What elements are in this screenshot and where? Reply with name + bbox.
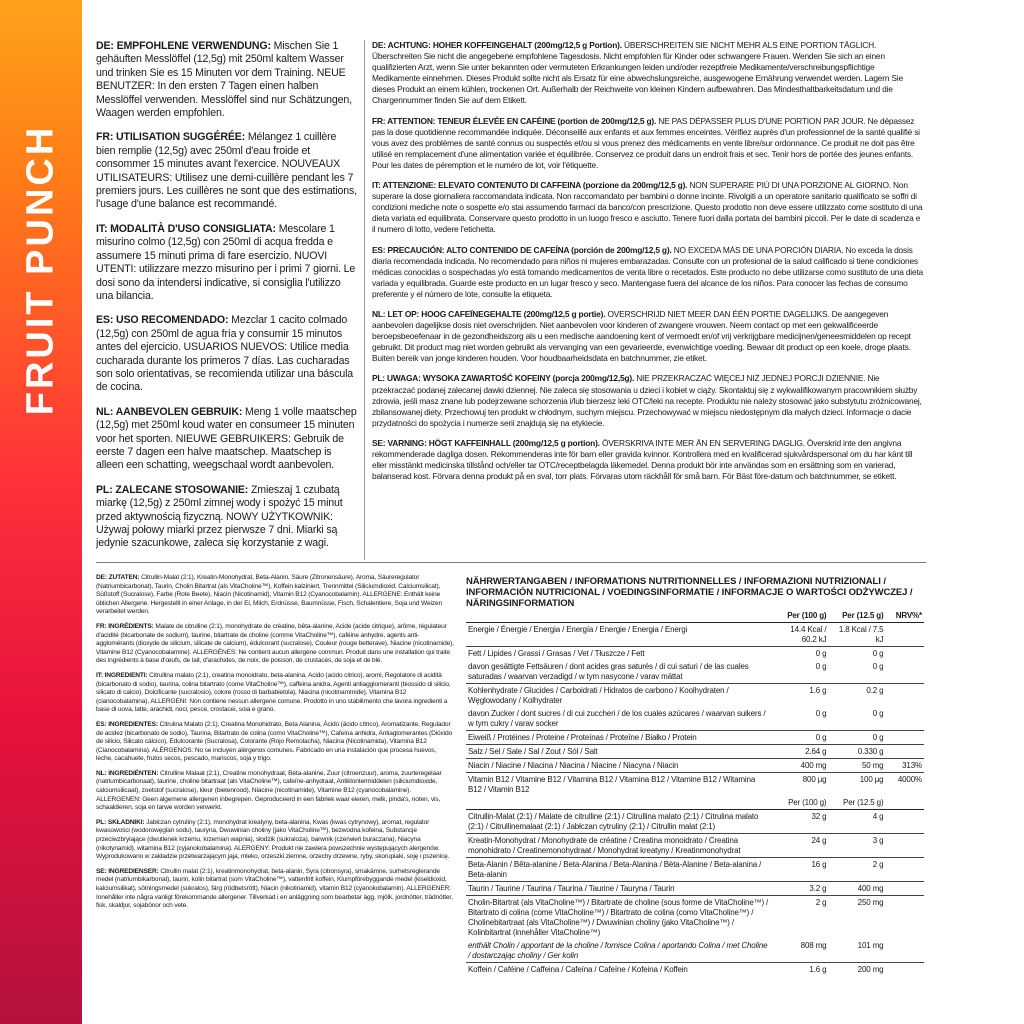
table-row: Citrullin-Malat (2:1) / Malate de citrulline (2:1) / Citrullina malato (2:1) / Citrulina malato (2:1) / Citrullinemalaat (2:1) / Jabłczan cytruliny (2:1) / Citrullin malat (2:1) 32 g 4 g — [466, 810, 924, 834]
table-row: Vitamin B12 / Vitamine B12 / Vitamina B12 / Vitamina B12 / Vitamine B12 / Witamina B12 / Vitamin B12 800 µg 100 µg 4000% — [466, 773, 924, 797]
ingredients-fr: FR: INGRÉDIENTS: Malate de citrulline (2:1), monohydrate de créatine, bêta-alanine, Acide (acide citrique), arôme, régulateur d'acidité (bicarbonate de sodium), taurine, bitartrate de choline (comme VitaCholine™), caféine anhydre, agents anti-agglomérants (dioxyde de silicium, silicate de calcium), édulcorant (sucralose), Couleur (rouge betterave), Niacine (nicotinamide), Vitamine B12 (Cyanocobalamine). ALLERGÈNES: Ne contient aucun allergène commun. Produit dans une installation qui traite des ingrédients à base d'œufs, de lait, d'arachides, de noix, de poisson, de crustacés, de soja et de blé. — [96, 622, 454, 665]
flavor-color-band — [0, 0, 82, 1024]
table-row: davon Zucker / dont sucres / di cui zuccheri / de los cuales azúcares / waarvan suikers / w tym cukry / varav socker 0 g 0 g — [468, 708, 884, 728]
ingredients-nl: NL: INGREDIËNTEN: Citrulline Malaat (2:1), Creatine monohydraat, Bèta-alanine, Zuur (citroenzuur), aroma, zuurteregelaar (natriumbicarbonaat), taurine, choline bitartraat (als VitaCholine™), cafeïne-anhydraat, Antiklontermiddelen (siliciumdioxide, calciumsilicaat), zoetstof (sucralose), kleur (bietenrood), Niacine (nicotinamide), Vitamine B12 (cyanocobalamine). ALLERGENEN: Geen algemene allergenen inbegrepen. Geproduceerd in een fabriek waar eieren, melk, pinda's, noten, vis, schaaldieren, soja en tarwe worden verwerkt. — [96, 769, 442, 812]
warning-se: SE: VARNING: HÖGT KAFFEINHALL (200mg/12,5 g portion). ÖVERSKRIVA INTE MER ÄN EN SERVERING DAGLIG. Överskrid inte den angivna rekommenderade dagliga dosen. Rekommenderas inte för barn eller gravida kvinnor. Kontrollera med en kvalificerad sjukvårdspersonal om du har känt till eller misstänkt medicinska tillstånd och/eller tar OTC/receptbelagda läkemedel. Denna produkt bör inte användas som en ersättning som en varierad, balanserad kost. Förvara denna produkt på en sval, torr plats. Förvaras utom räckhåll för små barn. För Bäst före-datum och batchnummer, se etikett. — [372, 437, 913, 482]
usage-es: ES: USO RECOMENDADO: Mezclar 1 cacito colmado (12,5g) con 250ml de agua fría y consumir 15 minutos antes del ejercicio. USUARIOS NUEVOS: Utilice media cucharada durante los primeros 7 días. Las cucharadas son solo orientativas, se recomienda utilizar una báscula de cocina. — [96, 314, 354, 394]
nutrition-header-row — [466, 609, 924, 623]
nutrition-title: NÄHRWERTANGABEN / INFORMATIONS NUTRITIONNELLES / INFORMAZIONI NUTRIZIONALI / INFORMACIÓN NUTRICIONAL / VOEDINGSINFORMATIE / INFORMACJE O WARTOŚCI ODŻYWCZEJ / NÄRINGSINFORMATION — [466, 576, 913, 609]
usage-de: DE: EMPFOHLENE VERWENDUNG: Mischen Sie 1 gehäuften Messlöffel (12,5g) mit 250ml kaltem Wasser und trinken Sie es 15 Minuten vor dem Training. NEUE BENUTZER: In den ersten 7 Tagen einen halben Messlöffel verwenden. Messlöffel sind nur Schätzungen, Waagen werden empfohlen. — [96, 40, 352, 120]
flavor-name: FRUIT PUNCH — [19, 124, 62, 416]
table-row: Salz / Sel / Sale / Sal / Zout / Sól / Salt 2.64 g 0.330 g — [466, 745, 924, 759]
nutrition-panel — [466, 576, 924, 976]
table-row: Kohlenhydrate / Glucides / Carboidrati / Hidratos de carbono / Koolhydraten / Węglowodany / Kolhydrater 1.6 g 0.2 g — [466, 684, 924, 708]
ingredients-pl: PL: SKŁADNIKI: Jabłczan cytruliny (2:1), monohydrat kreatyny, beta-alanina, Kwas (kwas cytrynowy), aromat, regulator kwasowości (wodorowęglan sodu), tauryna, Dwuwinian choliny (jako VitaCholine™), bezwodna kofeina, Substancje przeciwzbrylające (dwutlenek krzemu, krzemian wapnia), słodzik (sukraloza), barwnik (czerwień buraczana), Niacyna (nikotynamid), witamina B12 (cyjanokobalamina). ALERGENY: Produkt nie zawiera powszechnie występujących alergenów. Wyprodukowano w zakładzie przetwarzającym jaja, mleko, orzeszki ziemne, orzechy drzewne, ryby, skorupiaki, soję i pszenicę. — [96, 818, 450, 861]
ingredients-se: SE: INGREDIENSER: Citrullin malat (2:1), kreatinmonohydrat, beta-alanin, Syra (citronsyra), smakämne, surhetsreglerande medel (natriumbikarbonat), taurin, kolin bitartrat (som VitaCholine™), vattenfritt koffein, Klumpförebyggande medel (kiseldioxid, kalciumsilikat), sötningsmedel (sukralos), färg (rödbetsrött), Niacin (nikotinamid), vitamin B12 (cyanokobalamin). ALLERGENER: Innehåller inte några vanligt förekommande allergener. Tillverkad i en anläggning som bearbetar ägg, mjölk, jordnötter, trädnötter, fisk, skaldjur, sojabönor och vete. — [96, 867, 453, 910]
table-row: davon gesättigte Fettsäuren / dont acides gras saturés / di cui saturi / de las cuales saturadas / waarvan verzadigd / w tym nasycone / varav mättat 0 g 0 g — [468, 661, 884, 681]
warning-nl: NL: LET OP: HOOG CAFEÏNEGEHALTE (200mg/12,5 g portie). OVERSCHRIJD NIET MEER DAN ÉÉN PORTIE DAGELIJKS. De aangegeven aanbevolen dagelijkse dosis niet overschrijden. Niet aanbevolen voor kinderen of zwangere vrouwen. Neem contact op met een gekwalificeerde beroepsbeoefenaar in de gezondheidszorg als u een medische aandoening kent of vermoedt en/of vrij verkrijgbare medicijnen/geneesmiddelen op recept gebruikt. Dit product mag niet worden gebruikt als vervanging van een gevarieerde, evenwichtige voeding. Bewaar dit product op een koele, droge plaats. Buiten bereik van jonge kinderen houden. Voor houdbaarheidsdata en batchnummer, zie etiket. — [372, 308, 911, 364]
table-row: Fett / Lipides / Grassi / Grasas / Vet / Tłuszcze / Fett 0 g 0 g — [466, 647, 924, 661]
table-row: Koffein / Caféine / Caffeina / Cafeína / Cafeïne / Kofeina / Koffein 1.6 g 200 mg — [466, 963, 924, 977]
header-nrv: NRV%* — [895, 610, 922, 620]
ingredients-es: ES: INGREDIENTES: Citrulina Malato (2:1), Creatina Monohidrato, Beta Alanina, Ácido (ácido cítrico), Aromatizante, Regulador de acidez (bicarbonato de sodio), Taurina, Bitartrato de colina (como VitaCholine™), Cafeína anhidra, Antiaglomerantes (Dióxido de silicio, Silicato cálcico), Edulcorante (Sucralosa), Colorante (Rojo Remolacha), Niacina (Nicotinamida), Vitamina B12 (Cianocobalamina). ALÉRGENOS: No se incluyen alérgenos comunes. Fabricado en una instalación que procesa huevos, leche, cacahuete, frutos secos, pescado, mariscos, soja y trigo. — [96, 720, 453, 763]
warnings-section — [372, 40, 924, 560]
table-row: Cholin-Bitartrat (als VitaCholine™) / Bitartrate de choline (sous forme de VitaCholine™) / Bitartrato di colina (come VitaCholine™) / Bitartrato de colina (como VitaCholine™) / Cholinebitartraat (als VitaCholine™) / Dwuwinian choliny (jako VitaCholine™) / Kolinbitartrat (innehåller VitaCholine™) 2 g 250 mg — [466, 896, 924, 940]
warning-pl: PL: UWAGA: WYSOKA ZAWARTOŚĆ KOFEINY (porcja 200mg/12,5g). NIE PRZEKRACZAĆ WIĘCEJ NIŻ JEDNEJ PORCJI DZIENNIE. Nie przekraczać podanej zalecanej dawki dziennej. Nie zaleca się stosowania u dzieci i kobiet w ciąży. Skontaktuj się z wykwalifikowanym pracownikiem służby zdrowia, jeśli masz znane lub podejrzewane schorzenia i/lub bierzesz leki OTC/leki na recepte. Produktu nie należy stosować jako substytutu zróżnicowanej, zbilansowanej diety. Przechowuj ten produkt w chłodnym, suchym miejscu. Przechowywać w miejscu niedostępnym dla małych dzieci. Informacje o dacie przydatności do spożycia i numerze serii znajdują się na etykiecie. — [372, 373, 922, 428]
warning-fr: FR: ATTENTION: TENEUR ÉLEVÉE EN CAFÉINE (portion de 200mg/12,5 g). NE PAS DÉPASSER PLUS D'UNE PORTION PAR JOUR. Ne dépassez pas la dose quotidienne recommandée indiquée. Déconseillé aux enfants et aux femmes enceintes. Vérifiez auprès d'un professionnel de la santé qualifié si vous avez des problèmes de santé connus ou suspectés et/ou si vous prenez des médicaments en vente libre/sur ordonnance. Ce produit ne doit pas être utilisé en remplacement d'une alimentation variée et équilibrée. Conservez ce produit dans un endroit frais et sec. Tenir hors de portée des jeunes enfants. Pour les dates de péremption et le numéro de lot, voir l'étiquette. — [372, 115, 920, 170]
table-row: Eiweiß / Protéines / Proteine / Proteínas / Proteïne / Białko / Protein 0 g 0 g — [466, 731, 924, 745]
ingredients-section — [96, 574, 454, 1020]
table-row: Beta-Alanin / Bêta-alanine / Beta-Alanina / Beta-Alanina / Bèta-Alanine / Beta-alanina / Beta-alanin 16 g 2 g — [466, 858, 924, 882]
table-row: Niacin / Niacine / Niacina / Niacina / Niacine / Niacyna / Niacin 400 mg 50 mg 313% — [466, 759, 924, 773]
usage-it: IT: MODALITÀ D'USO CONSIGLIATA: Mescolare 1 misurino colmo (12,5g) con 250ml di acqua fredda e assumere 15 minuti prima di fare esercizio. NUOVI UTENTI: utilizzare mezzo misurino per i primi 7 giorni. Le dosi sono da intendersi indicative, si consiglia l'utilizzo una bilancia. — [96, 222, 356, 302]
ingredients-it: IT: INGREDIENTI: Citrullina malato (2:1), creatina monoidrato, beta-alanina, Acido (acido citrico), aromi, Regolatore di acidità (bicarbonato di sodio), taurina, colina bitartrato (come VitaCholine™), caffeina anidra, Agenti antiagglomeranti (biossido di silicio, silicato di calcio), Dolcificante (sucralosio), colore (rosso di barbabietola), Niacina (nicotinammide), Vitamina B12 (cianocobalamina). ALLERGENI: Non contiene nessun allergene comune. Prodotto in uno stabilimento che lavora ingredienti a base di uova, latte, arachidi, noci, pesce, crostacei, soia e grano. — [96, 671, 451, 714]
column-divider — [364, 40, 365, 560]
label-margin — [938, 0, 1024, 1024]
usage-nl: NL: AANBEVOLEN GEBRUIK: Meng 1 volle maatschep (12,5g) met 250ml koud water en consumeer 15 minuten voor het sporten. NIEUWE GEBRUIKERS: Gebruik de eerste 7 dagen een halve maatschep. Maatschep is alleen een schatting, weegschaal wordt aanbevolen. — [96, 405, 357, 472]
header-per-serving: Per (12.5 g) — [842, 610, 884, 620]
section-divider — [96, 562, 926, 563]
warning-es: ES: PRECAUCIÓN: ALTO CONTENIDO DE CAFEÍNA (porción de 200mg/12,5 g). NO EXCEDA MÁS DE UNA PORCIÓN DIARIA. No exceda la dosis diaria recomendada indicada. No recomendado para niños ni mujeres embarazadas. Consulte con un profesional de la salud calificado si tiene condiciones médicas conocidas o sospechadas y/o está tomando medicamentos de venta libre o recetados. Este producto no debe utilizarse como sustituto de una dieta variada y equilibrada. Guarde este producto en un lugar fresco y seco. Mantengase fuera del alcance de los niños. Para conocer las fechas de consumo preferente y el número de lote, consulte la etiqueta. — [372, 244, 924, 299]
usage-fr: FR: UTILISATION SUGGÉRÉE: Mélangez 1 cuillère bien remplie (12,5g) avec 250ml d'eau froide et consommer 15 minutes avant l'exercice. NOUVEAUX UTILISATEURS: Utilisez une demi-cuillère pendant les 7 premiers jours. Les cuillères ne sont que des estimations, l'usage d'une balance est recommandé. — [96, 131, 357, 211]
table-row: enthält Cholin / apportant de la choline / fornisce Colina / aportando Colina / met Choline / dostarczając choliny / Ger kolin 808 mg 101 mg — [468, 940, 884, 960]
warning-it: IT: ATTENZIONE: ELEVATO CONTENUTO DI CAFFEINA (porzione da 200mg/12,5 g). NON SUPERARE PIÙ DI UNA PORZIONE AL GIORNO. Non superare la dose giornaliera raccomandata indicata. Non raccomandato per bambini o donne incinte. Rivolgiti a un operatore sanitario qualificato se soffri di condizioni mediche note o sospette e/o stai assumendo farmaci da banco/con prescrizione. Questo prodotto non deve essere utilizzato come sostituto di una dieta variata ed equilibrata. Conservare questo prodotto in un luogo fresco e asciutto. Tenere fuori dalla portata dei bambini piccoli. Per le date di scadenza e il numero di lotto, vedere l'etichetta. — [372, 180, 923, 235]
table-row: Taurin / Taurine / Taurina / Taurina / Taurine / Tauryna / Taurin 3.2 g 400 mg — [466, 882, 924, 896]
ingredients-de: DE: ZUTATEN: Citrullin-Malat (2:1), Kreatin-Monohydrat, Beta-Alanin, Säure (Zitronensäure), Aroma, Säureregulator (Natriumbicarbonat), Taurin, Cholin Bitartrat (als VitaCholine™), Koffein kalziniert, Trennmittel (Siliciumdioxid, Calciumsilicat), Süßstoff (Sucralose), Farbe (Rote Beete), Niacin (Nicotinamid), Vitamin B12 (Cyanocobalamin). ALLERGENE: Enthält keine üblichen Allergene. Hergestellt in einer Anlage, in der Ei, Milch, Erdnüsse, Baumnüsse, Fisch, Schalentiere, Soja und Weizen verarbeitet werden. — [96, 574, 442, 616]
usage-pl: PL: ZALECANE STOSOWANIE: Zmieszaj 1 czubatą miarkę (12,5g) z 250ml zimnej wody i spożyć 15 minut przed aktywnością fizyczną. NOWY UŻYTKOWNIK: Używaj połowy miarki przez pierwsze 7 dni. Miarki są jedynie szacunkowe, zaleca się korzystanie z wagi. — [96, 483, 343, 550]
table-row: Energie / Énergie / Energia / Energía / Energie / Energia / Energi 14.4 Kcal / 60.2 kJ 1.8 Kcal / 7.5 kJ — [466, 623, 924, 647]
nutrition-table — [466, 609, 924, 976]
table-row: Kreatin-Monohydrat / Monohydrate de créatine / Creatina monoidrato / Creatina monohidrato / Creatinemonohydraat / Monohydrat kreatyny / Kreatinmonohydrat 24 g 3 g — [466, 834, 924, 858]
header-per-100: Per (100 g) — [787, 610, 827, 620]
warning-de: DE: ACHTUNG: HOHER KOFFEINGEHALT (200mg/12,5 g Portion). ÜBERSCHREITEN SIE NICHT MEHR ALS EINE PORTION TÄGLICH. Überschreiten Sie nicht die angegebene empfohlene Tagesdosis. Nicht empfohlen für Kinder oder schwangere Frauen. Wenden Sie sich an einen qualifizierten Arzt, wenn Sie unter bekannten oder vermuteten Erkrankungen leiden und/oder rezeptfreie Medikamente/verschreibungspflichtige Medikamente einnehmen. Dieses Produkt sollte nicht als Ersatz für eine abwechslungsreiche, ausgewogene Ernährung verwendet werden. Lagern Sie dieses Produkt an einem kühlen, trockenen Ort. Außerhalb der Reichweite von kleinen Kindern aufbewahren. Das Mindesthaltbarkeitsdatum und die Chargennummer finden Sie auf dem Etikett. — [372, 40, 903, 106]
nutrition-subheader-row: Per (100 g) Per (12.5 g) — [788, 797, 884, 807]
usage-section — [96, 40, 358, 560]
